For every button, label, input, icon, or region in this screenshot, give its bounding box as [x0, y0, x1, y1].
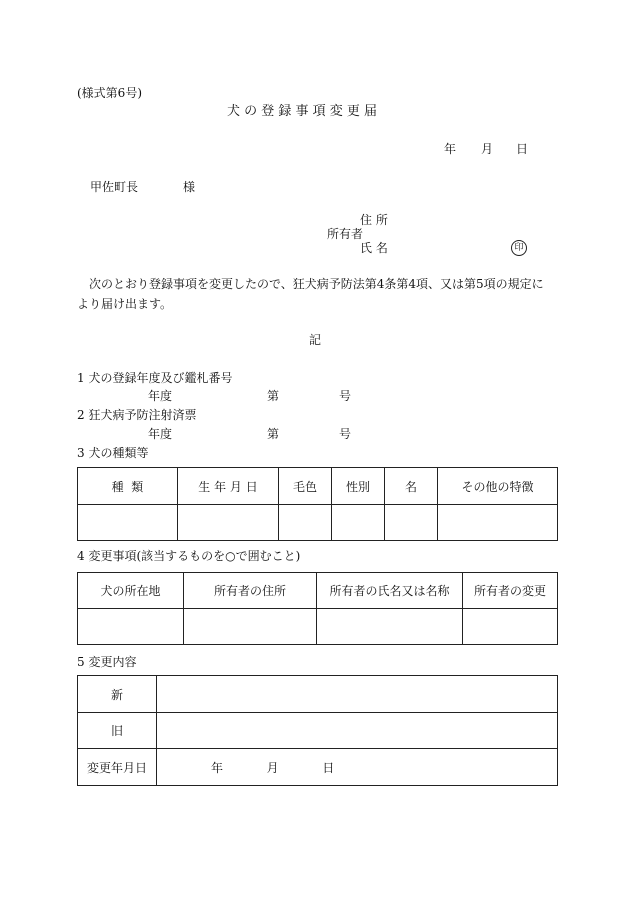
header-owner-name[interactable]: 所有者の氏名又は名称: [317, 573, 463, 609]
ki-label: 記: [309, 333, 322, 347]
table-row: [78, 749, 558, 786]
breed-cell[interactable]: [78, 505, 178, 541]
table-row: [78, 676, 558, 713]
sex-cell[interactable]: [332, 505, 385, 541]
header-owner-change[interactable]: 所有者の変更: [463, 573, 558, 609]
other-features-cell[interactable]: [438, 505, 558, 541]
new-content-cell[interactable]: [157, 676, 558, 713]
table-row: [78, 713, 558, 749]
date-year: 年: [444, 142, 457, 156]
row-label-old: 旧: [78, 713, 157, 749]
addressee-honorific: 様: [183, 180, 196, 194]
table-header-row: [78, 573, 558, 609]
item2-dai: 第: [267, 427, 280, 441]
change-date-cell[interactable]: [157, 749, 558, 786]
owner-label: 所有者: [327, 227, 364, 241]
header-owner-address[interactable]: 所有者の住所: [184, 573, 317, 609]
table-row: [78, 609, 558, 645]
header-dog-location[interactable]: 犬の所在地: [78, 573, 184, 609]
change-content-table: [77, 675, 558, 786]
date-day: 日: [516, 142, 529, 156]
item2-label: 2 狂犬病予防注射済票: [77, 408, 197, 422]
header-other-features: その他の特徴: [438, 468, 558, 505]
item1-year: 年度: [148, 389, 173, 403]
header-breed: 種 類: [78, 468, 178, 505]
item2-go: 号: [339, 427, 352, 441]
header-dog-name: 名: [385, 468, 438, 505]
owner-change-cell[interactable]: [463, 609, 558, 645]
owner-address-cell[interactable]: [184, 609, 317, 645]
owner-name-label: 氏 名: [360, 241, 388, 255]
date-month: 月: [481, 142, 494, 156]
dog-details-table: [77, 467, 558, 541]
old-content-cell[interactable]: [157, 713, 558, 749]
body-text: 次のとおり登録事項を変更したので、狂犬病予防法第4条第4項、又は第5項の規定により届け出ます。: [77, 277, 544, 311]
form-number: (様式第6号): [77, 86, 142, 100]
row-label-new: 新: [78, 676, 157, 713]
item2-year: 年度: [148, 427, 173, 441]
change-date-year: 年: [211, 760, 224, 775]
item1-dai: 第: [267, 389, 280, 403]
change-date-day: 日: [322, 760, 335, 775]
dog-location-cell[interactable]: [78, 609, 184, 645]
item5-label: 5 変更内容: [77, 655, 137, 669]
header-coat-color: 毛色: [279, 468, 332, 505]
owner-name-cell[interactable]: [317, 609, 463, 645]
item3-label: 3 犬の種類等: [77, 446, 149, 460]
birthdate-cell[interactable]: [178, 505, 279, 541]
addressee-name: 甲佐町長: [90, 180, 139, 194]
coat-color-cell[interactable]: [279, 505, 332, 541]
dog-name-cell[interactable]: [385, 505, 438, 541]
table-header-row: [78, 468, 558, 505]
header-birthdate: 生 年 月 日: [178, 468, 279, 505]
item4-label: 4 変更事項(該当するものを○で囲むこと): [77, 549, 301, 563]
item1-go: 号: [339, 389, 352, 403]
owner-address-label: 住 所: [360, 213, 388, 227]
table-row: [78, 505, 558, 541]
item1-label: 1 犬の登録年度及び鑑札番号: [77, 371, 233, 385]
header-sex: 性別: [332, 468, 385, 505]
change-items-table: [77, 572, 558, 645]
seal-icon: 印: [511, 240, 527, 256]
document-title: 犬 の 登 録 事 項 変 更 届: [227, 104, 378, 119]
row-label-change-date: 変更年月日: [78, 749, 157, 786]
change-date-month: 月: [266, 760, 279, 775]
